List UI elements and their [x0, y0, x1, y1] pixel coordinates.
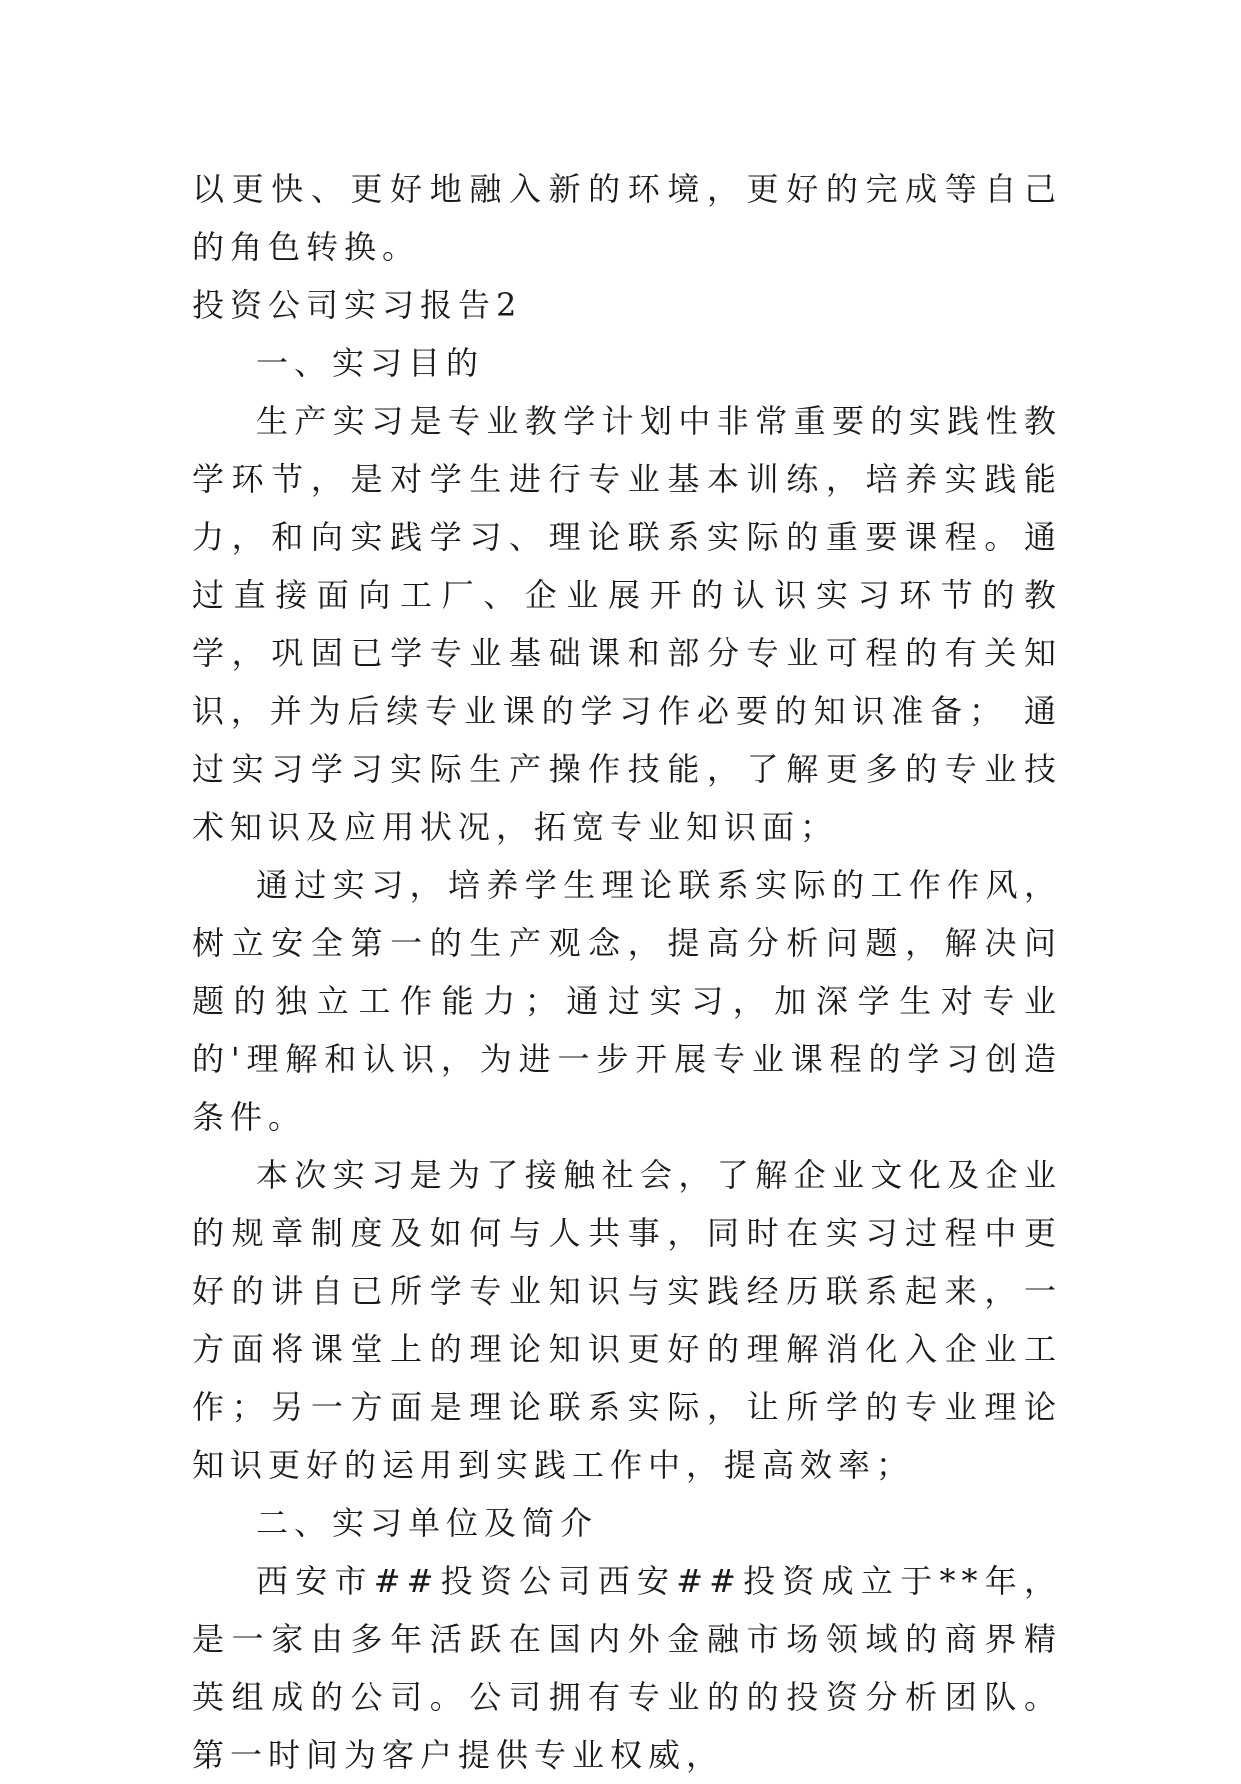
paragraph-purpose-1: 生产实习是专业教学计划中非常重要的实践性教学环节，是对学生进行专业基本训练，培养实践能力，和向实践学习、理论联系实际的重要课程。通过直接面向工厂、企业展开的认识实习环节的教学，巩固已学专业基础课和部分专业可程的有关知识，并为后续专业课的学习作必要的知识准备； 通过实习学习实际生产操作技能，了解更多的专业技术知识及应用状况，拓宽专业知识面；	[192, 402, 1062, 846]
paragraph-company-intro: 西安市##投资公司西安##投资成立于**年，是一家由多年活跃在国内外金融市场领域的商界精英组成的公司。公司拥有专业的的投资分析团队。第一时间为客户提供专业权威，	[192, 1562, 1062, 1774]
paragraph-purpose-2: 通过实习，培养学生理论联系实际的工作作风，树立安全第一的生产观念，提高分析问题，解决问题的独立工作能力；通过实习，加深学生对专业的'理解和认识，为进一步开展专业课程的学习创造条件。	[192, 866, 1062, 1136]
section-heading-purpose: 一、实习目的	[256, 344, 485, 382]
paragraph-purpose-3: 本次实习是为了接触社会，了解企业文化及企业的规章制度及如何与人共事，同时在实习过程中更好的讲自已所学专业知识与实践经历联系起来，一方面将课堂上的理论知识更好的理解消化入企业工作；另一方面是理论联系实际，让所学的专业理论知识更好的运用到实践工作中，提高效率；	[192, 1156, 1062, 1484]
section-heading-company: 二、实习单位及简介	[256, 1504, 599, 1542]
paragraph-continuation: 以更快、更好地融入新的环境，更好的完成等自己的角色转换。	[192, 170, 1062, 266]
report-title: 投资公司实习报告2	[192, 286, 523, 324]
document-body	[192, 160, 1062, 1784]
